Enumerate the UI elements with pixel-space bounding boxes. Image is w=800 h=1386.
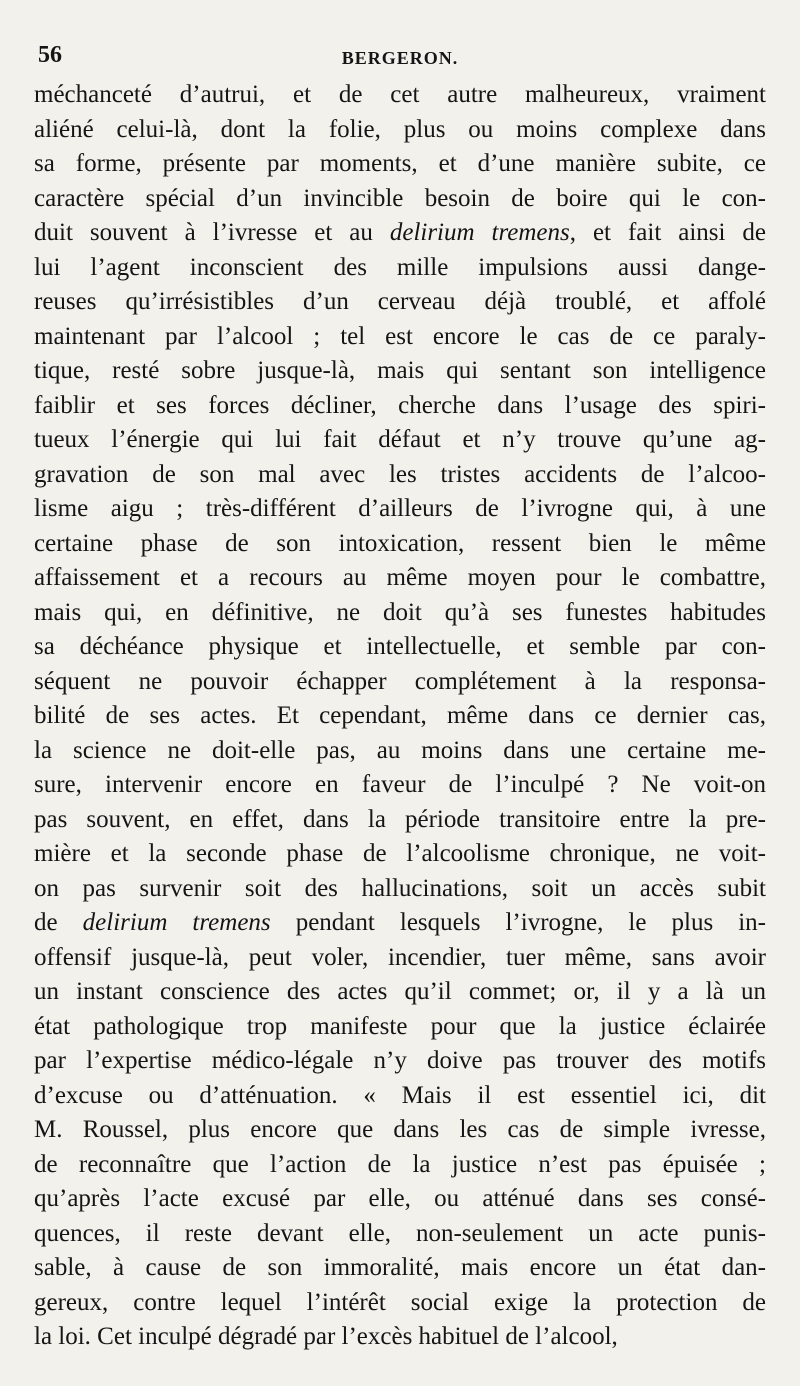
text-line: [34, 665, 766, 700]
text-run: pas souvent, en effet, dans la période transitoire entre la pre-: [34, 805, 766, 833]
text-run: reuses qu’irrésistibles d’un cerveau déjà troublé, et affolé: [34, 288, 766, 315]
text-line: [34, 78, 766, 113]
text-run: tique, resté sobre jusque-là, mais qui sentant son intelligence: [34, 357, 766, 384]
text-line: [34, 1182, 766, 1217]
italic-term: delirium tremens: [389, 219, 570, 246]
page-header: [38, 42, 762, 78]
body-text: [34, 78, 766, 1355]
text-run: certaine phase de son intoxication, ressent bien le même: [34, 529, 766, 557]
text-run: lui l’agent inconscient des mille impulsions aussi dange-: [34, 253, 766, 281]
text-run: maintenant par l’alcool ; tel est encore le cas de ce paraly-: [34, 322, 766, 350]
text-run: méchanceté d’autrui, et de cet autre malheureux, vraiment: [34, 81, 766, 108]
text-line: [34, 1320, 766, 1355]
text-line: [34, 458, 766, 493]
text-line: [34, 320, 766, 355]
text-line: [34, 423, 766, 458]
text-run: gravation de son mal avec les tristes accidents de l’alcoo-: [34, 460, 766, 488]
text-line: [34, 803, 766, 838]
text-run: mais qui, en définitive, ne doit qu’à ses funestes habitudes: [34, 598, 766, 626]
text-line: [34, 975, 766, 1010]
text-line: [34, 596, 766, 631]
text-line: [34, 389, 766, 424]
text-line: [34, 492, 766, 527]
page-number: 56: [38, 42, 62, 68]
text-line: [34, 216, 766, 251]
text-run: de: [34, 909, 83, 936]
text-run: , et fait ainsi de: [569, 219, 766, 246]
text-run: bilité de ses actes. Et cependant, même dans ce dernier cas,: [34, 702, 766, 729]
text-run: tueux l’énergie qui lui fait défaut et n’y trouve qu’une ag-: [34, 426, 766, 453]
text-line: [34, 1113, 766, 1148]
text-run: gereux, contre lequel l’intérêt social exige la protection de: [34, 1288, 766, 1316]
text-run: séquent ne pouvoir échapper complétement à la responsa-: [34, 667, 766, 695]
text-run: caractère spécial d’un invincible besoin de boire qui le con-: [34, 184, 766, 212]
text-run: sa déchéance physique et intellectuelle, et semble par con-: [34, 633, 766, 660]
text-line: [34, 1286, 766, 1321]
italic-term: delirium tremens: [82, 909, 271, 936]
text-run: aliéné celui-là, dont la folie, plus ou moins complexe dans: [34, 115, 766, 143]
text-line: [34, 1251, 766, 1286]
text-line: [34, 113, 766, 148]
text-run: de reconnaître que l’action de la justice n’est pas épuisée ;: [34, 1150, 766, 1178]
text-line: [34, 285, 766, 320]
text-run: sable, à cause de son immoralité, mais encore un état dan-: [34, 1254, 766, 1281]
text-run: faiblir et ses forces décliner, cherche dans l’usage des spiri-: [34, 391, 766, 419]
running-head: BERGERON.: [341, 48, 459, 68]
text-line: [34, 630, 766, 665]
text-run: d’excuse ou d’atténuation. « Mais il est essentiel ici, dit: [34, 1081, 766, 1109]
text-line: [34, 734, 766, 769]
text-line: [34, 527, 766, 562]
text-run: la loi. Cet inculpé dégradé par l’excès habituel de l’alcool,: [34, 1323, 618, 1350]
text-line: [34, 768, 766, 803]
text-run: mière et la seconde phase de l’alcoolisme chronique, ne voit-: [34, 840, 766, 867]
text-line: [34, 1010, 766, 1045]
text-line: [34, 182, 766, 217]
text-run: par l’expertise médico-légale n’y doive pas trouver des motifs: [34, 1047, 766, 1074]
text-run: la science ne doit-elle pas, au moins dans une certaine me-: [34, 736, 766, 764]
text-line: [34, 872, 766, 907]
text-line: [34, 1079, 766, 1114]
text-run: offensif jusque-là, peut voler, incendier, tuer même, sans avoir: [34, 943, 766, 971]
text-run: qu’après l’acte excusé par elle, ou atténué dans ses consé-: [34, 1185, 766, 1212]
text-run: affaissement et a recours au même moyen pour le combattre,: [34, 564, 766, 591]
text-run: quences, il reste devant elle, non-seulement un acte punis-: [34, 1219, 766, 1247]
text-run: état pathologique trop manifeste pour que la justice éclairée: [34, 1012, 766, 1040]
text-line: [34, 941, 766, 976]
text-line: [34, 837, 766, 872]
text-line: [34, 251, 766, 286]
text-run: pendant lesquels l’ivrogne, le plus in-: [270, 909, 766, 936]
text-line: [34, 354, 766, 389]
text-line: [34, 906, 766, 941]
text-line: [34, 147, 766, 182]
text-run: sa forme, présente par moments, et d’une manière subite, ce: [34, 150, 766, 177]
text-run: on pas survenir soit des hallucinations, soit un accès subit: [34, 874, 766, 902]
text-line: [34, 699, 766, 734]
text-run: un instant conscience des actes qu’il commet; or, il y a là un: [34, 978, 766, 1005]
text-line: [34, 1044, 766, 1079]
text-run: lisme aigu ; très-différent d’ailleurs de l’ivrogne qui, à une: [34, 495, 766, 522]
text-line: [34, 1148, 766, 1183]
text-run: duit souvent à l’ivresse et au: [34, 219, 390, 246]
text-line: [34, 1217, 766, 1252]
text-line: [34, 561, 766, 596]
text-run: M. Roussel, plus encore que dans les cas de simple ivresse,: [34, 1116, 766, 1143]
text-run: sure, intervenir encore en faveur de l’inculpé ? Ne voit-on: [34, 771, 766, 798]
